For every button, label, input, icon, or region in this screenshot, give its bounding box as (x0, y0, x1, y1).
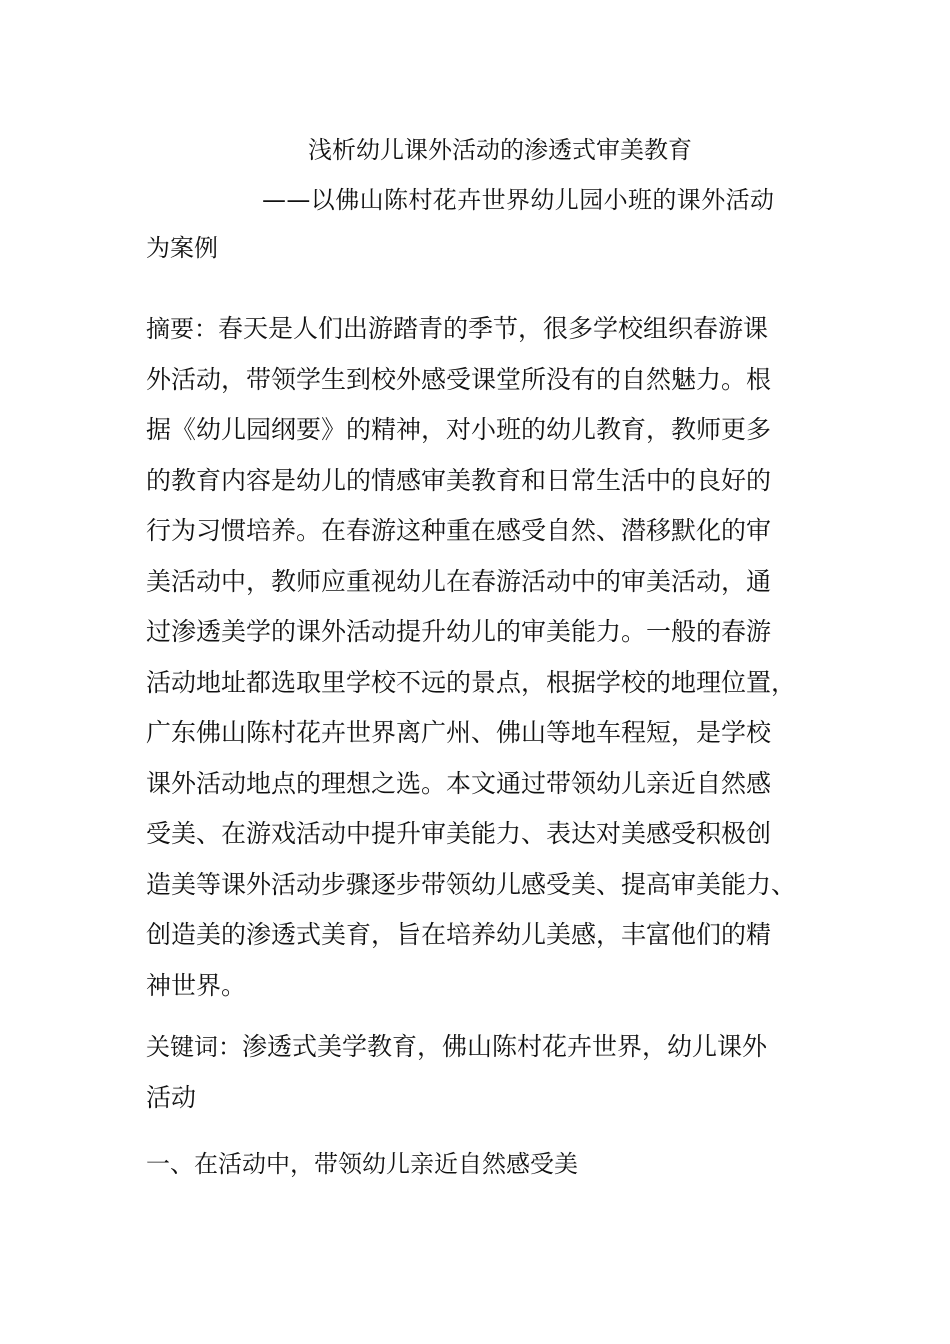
abstract-line: 广东佛山陈村花卉世界离广州、佛山等地车程短，是学校 (146, 718, 772, 747)
abstract-line: 造美等课外活动步骤逐步带领幼儿感受美、提高审美能力、 (146, 869, 797, 899)
section-heading: 一、在活动中，带领幼儿亲近自然感受美 (146, 1150, 578, 1178)
keywords-paragraph (146, 1022, 806, 1123)
abstract-line (146, 304, 806, 355)
keywords-label: 关键词： (146, 1033, 242, 1061)
keywords-line (146, 1022, 806, 1073)
document-title: 浅析幼儿课外活动的渗透式审美教育 (308, 136, 692, 164)
abstract-line: 过渗透美学的课外活动提升幼儿的审美能力。一般的春游 (146, 617, 772, 646)
abstract-line: 外活动，带领学生到校外感受课堂所没有的自然魅力。根 (146, 364, 772, 394)
abstract-line: 受美、在游戏活动中提升审美能力、表达对美感受积极创 (146, 819, 772, 848)
abstract-paragraph (146, 304, 806, 1011)
abstract-line: 神世界。 (146, 970, 247, 1000)
abstract-line: 行为习惯培养。在春游这种重在感受自然、潜移默化的审 (146, 516, 772, 545)
document-subtitle-line-2: 为案例 (146, 234, 218, 262)
abstract-line: 创造美的渗透式美育，旨在培养幼儿美感，丰富他们的精 (146, 920, 772, 949)
abstract-line: 课外活动地点的理想之选。本文通过带领幼儿亲近自然感 (146, 768, 772, 798)
abstract-label: 摘要： (146, 315, 218, 343)
abstract-line: 活动地址都选取里学校不远的景点，根据学校的地理位置， (146, 667, 797, 697)
abstract-line: 的教育内容是幼儿的情感审美教育和日常生活中的良好的 (146, 465, 772, 495)
keywords-line-text: 渗透式美学教育，佛山陈村花卉世界，幼儿课外 (242, 1032, 768, 1061)
abstract-line: 美活动中，教师应重视幼儿在春游活动中的审美活动，通 (146, 566, 772, 596)
abstract-line-text: 春天是人们出游踏青的季节，很多学校组织春游课 (218, 314, 769, 343)
abstract-line: 据《幼儿园纲要》的精神，对小班的幼儿教育，教师更多 (146, 415, 772, 444)
document-subtitle-line-1: ——以佛山陈村花卉世界幼儿园小班的课外活动 (262, 186, 775, 214)
keywords-line: 活动 (146, 1082, 197, 1112)
